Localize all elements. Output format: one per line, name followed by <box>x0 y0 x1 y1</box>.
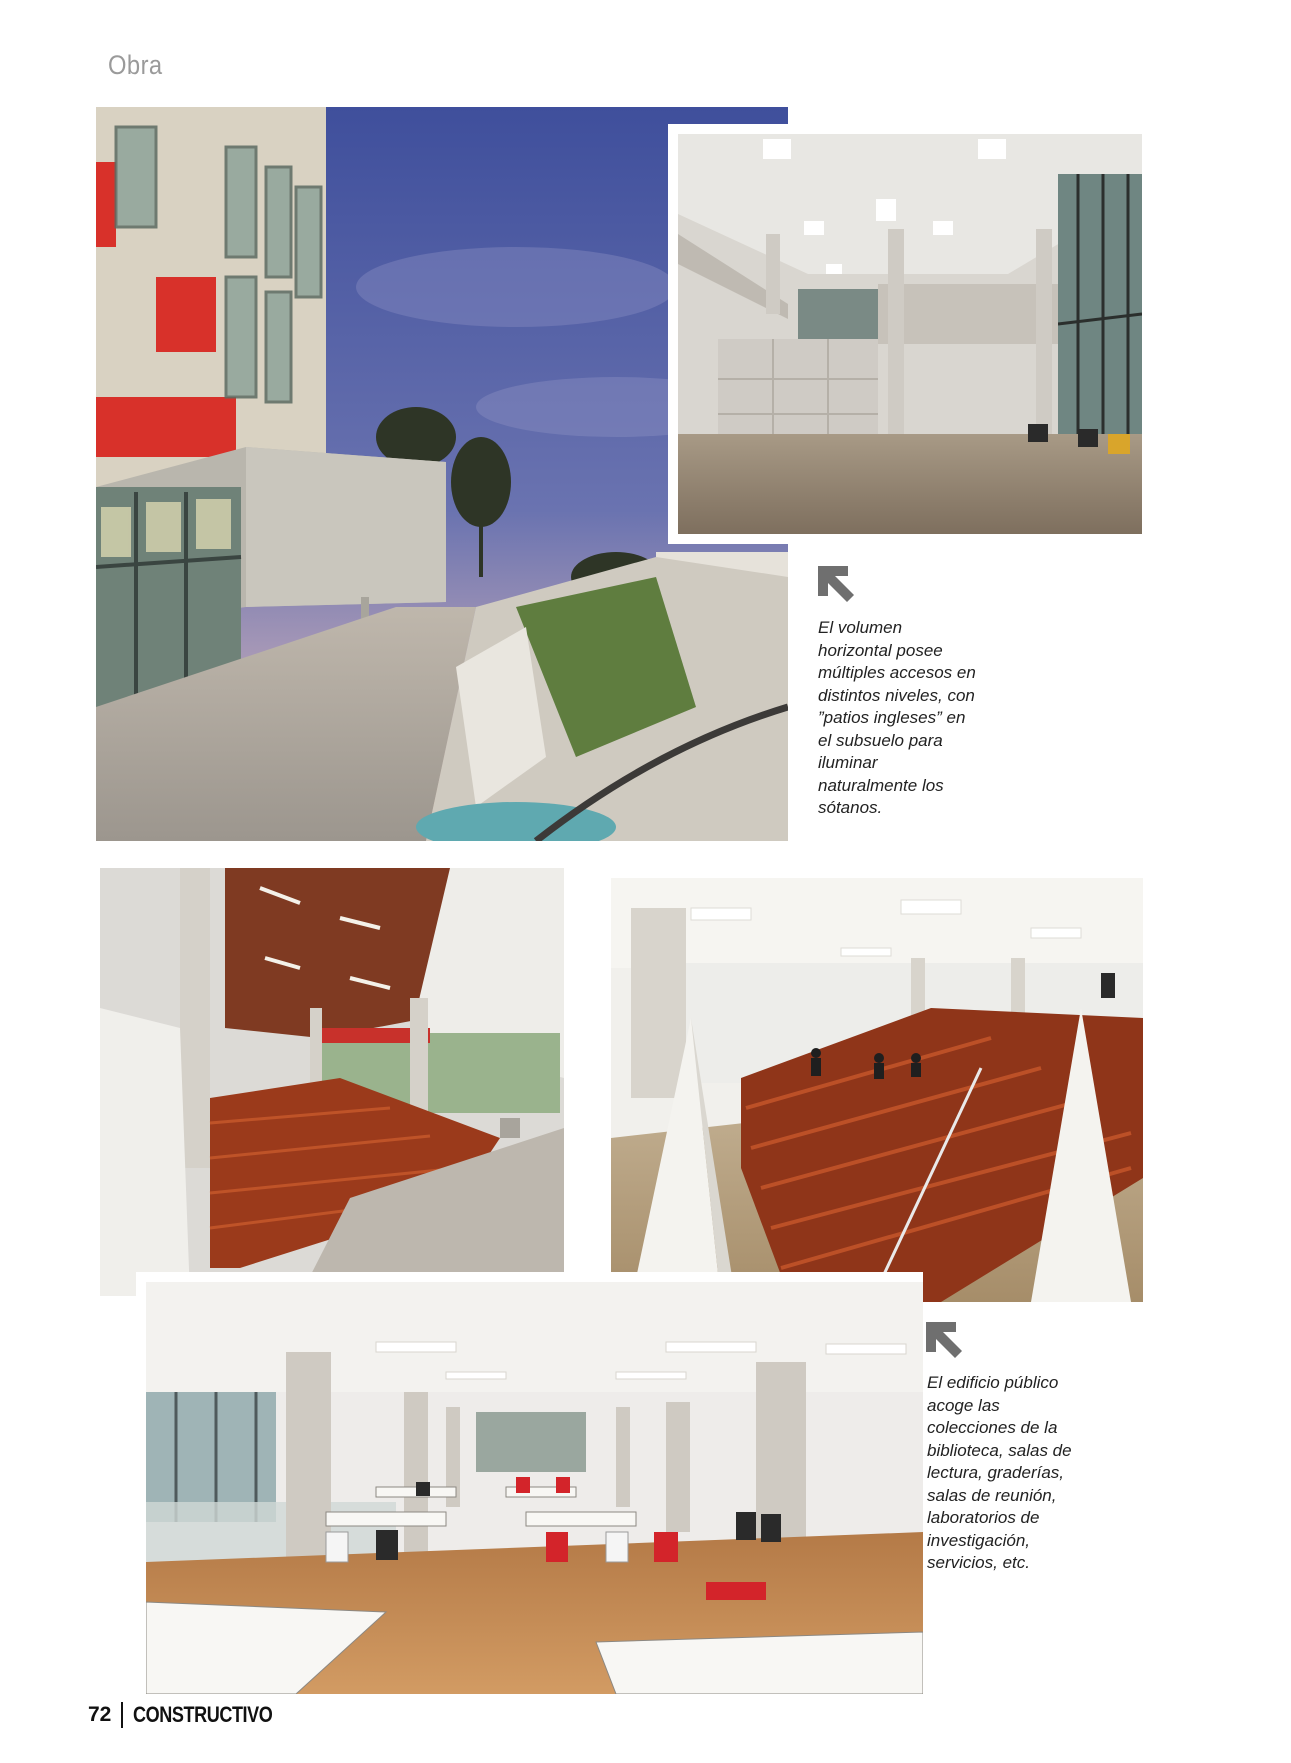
photo-reading-room <box>136 1272 923 1694</box>
footer-divider <box>121 1702 123 1728</box>
section-title: Obra <box>108 50 163 80</box>
page-number: 72 <box>88 1703 112 1726</box>
photo-stairs-left <box>100 868 564 1296</box>
magazine-name: CONSTRUCTIVO <box>133 1702 273 1727</box>
photo-lobby <box>668 124 1152 544</box>
photo-stairs-right <box>601 868 1153 1312</box>
caption-top: El volumen horizontal posee múltiples accesos en distintos niveles, con ”patios ingleses” en el subsuelo para iluminar naturalmente los sótanos. <box>818 618 976 817</box>
arrow-up-left-icon <box>924 1320 964 1360</box>
arrow-up-left-icon <box>816 564 856 604</box>
caption-bottom: El edificio público acoge las colecciones de la biblioteca, salas de lectura, graderías, salas de reunión, laboratorios de investigación, servicios, etc. <box>927 1373 1072 1572</box>
page-footer <box>88 1700 303 1730</box>
